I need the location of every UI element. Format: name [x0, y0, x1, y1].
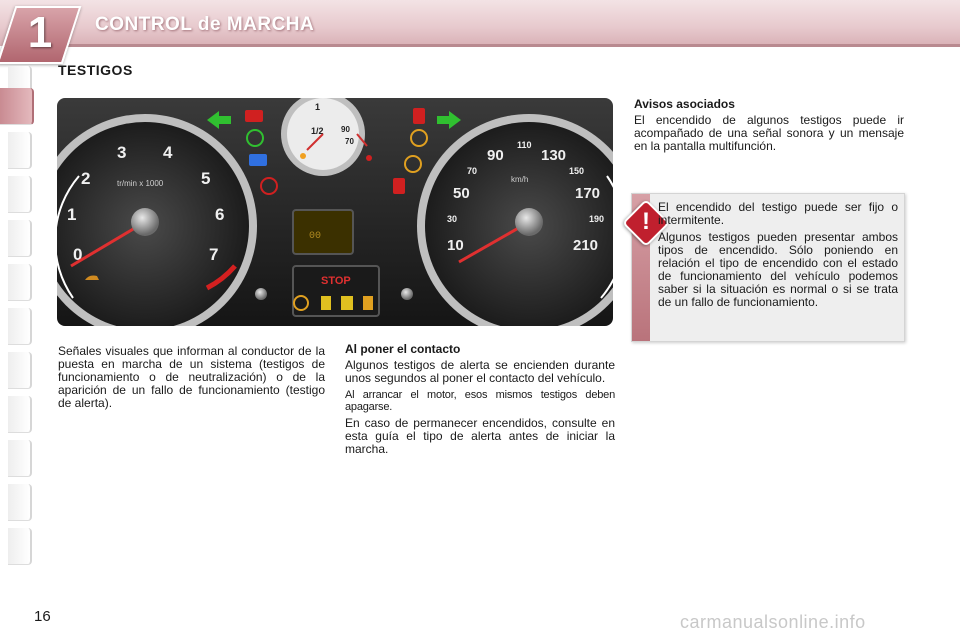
chapter-tab[interactable] — [8, 352, 32, 389]
speed-unit: km/h — [511, 175, 529, 184]
tacho-tick: 7 — [209, 245, 219, 264]
contact-paragraph-1: Algunos testigos de alerta se encienden durante unos segundos al poner el contacto del vehículo. — [345, 358, 615, 385]
speed-tick: 170 — [575, 185, 601, 202]
chapter-tab[interactable] — [8, 308, 32, 345]
speed-tick: 70 — [467, 166, 478, 176]
display-stop: STOP — [321, 275, 351, 287]
tacho-tick: 0 — [73, 245, 83, 264]
chapter-tab-active[interactable] — [0, 88, 34, 125]
tacho-tick: 5 — [201, 169, 211, 188]
temp-label: 70 — [345, 137, 354, 146]
display-readout: 00 — [309, 231, 322, 242]
temp-label: 90 — [341, 125, 350, 134]
instrument-panel-photo — [57, 98, 613, 326]
warning-paragraph-2: Algunos testigos pueden presentar ambos tipos de encendido. Sólo poniendo en relación el tipo de encendido con el estado de funcionamiento del vehículo podemos saber si la situación es normal o si se trata de un fallo de funcionamiento. — [658, 230, 898, 309]
contact-heading: Al poner el contacto — [345, 342, 461, 356]
tacho-tick: 6 — [215, 205, 225, 224]
chapter-number: 1 — [27, 8, 53, 57]
header-rule — [60, 44, 960, 47]
chapter-tab[interactable] — [8, 484, 32, 521]
chapter-tab[interactable] — [8, 440, 32, 477]
chapter-tab[interactable] — [8, 264, 32, 301]
section-title: TESTIGOS — [58, 62, 133, 78]
tacho-tick: 1 — [67, 205, 77, 224]
chapter-tab[interactable] — [8, 396, 32, 433]
speed-tick: 10 — [447, 237, 464, 254]
warning-exclamation-icon: ! — [642, 208, 650, 235]
speed-tick: 90 — [487, 147, 504, 164]
speed-tick: 110 — [517, 140, 532, 150]
chapter-title: CONTROL de MARCHA — [95, 14, 315, 35]
page-number: 16 — [34, 608, 51, 625]
associated-alerts-column — [634, 98, 904, 157]
warning-paragraph-1: El encendido del testigo puede ser fijo o intermitente. — [658, 200, 898, 227]
contact-paragraph-3: En caso de permanecer encendidos, consulte en esta guía el tipo de alerta antes de iniciar la marcha. — [345, 416, 615, 456]
speed-tick: 50 — [453, 185, 470, 202]
intro-paragraph: Señales visuales que informan al conductor de la puesta en marcha de un sistema (testigos de funcionamiento o de neutralización) o de la aparición de un fallo de funcionamiento (testigo de alerta). — [58, 344, 325, 410]
tacho-tick: 2 — [81, 169, 91, 188]
chapter-tab[interactable] — [8, 220, 32, 257]
chapter-tab[interactable] — [8, 132, 32, 169]
fuel-label: 1/2 — [311, 126, 324, 136]
contact-column — [345, 343, 615, 460]
speed-tick: 130 — [541, 147, 567, 164]
chapter-tabs — [0, 66, 34, 578]
associated-alerts-paragraph: El encendido de algunos testigos puede ir acompañado de una señal sonora y un mensaje en la pantalla multifunción. — [634, 113, 904, 153]
warning-text — [658, 201, 898, 313]
speed-tick: 150 — [569, 166, 585, 176]
speed-tick: 210 — [573, 237, 599, 254]
chapter-tab[interactable] — [8, 176, 32, 213]
contact-paragraph-2: Al arrancar el motor, esos mismos testigos deben apagarse. — [345, 389, 615, 413]
associated-alerts-heading: Avisos asociados — [634, 97, 735, 111]
fuel-label: 1 — [315, 102, 321, 112]
tacho-tick: 4 — [163, 143, 173, 162]
chapter-tab[interactable] — [8, 528, 32, 565]
watermark: carmanualsonline.info — [680, 612, 866, 632]
intro-column — [58, 345, 325, 414]
speed-tick: 190 — [589, 214, 605, 224]
tacho-unit: tr/min x 1000 — [117, 179, 164, 188]
tacho-tick: 3 — [117, 143, 127, 162]
speed-tick: 30 — [447, 214, 458, 224]
